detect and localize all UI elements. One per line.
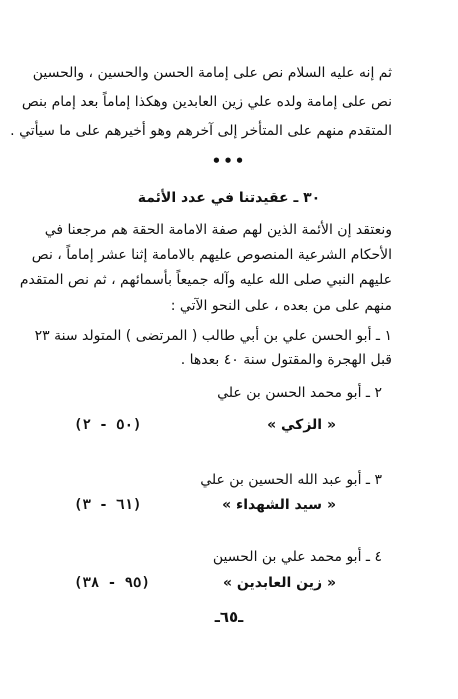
section-heading: ٣٠ ـ عقيدتنا في عدد الأئمة bbox=[137, 190, 321, 206]
imam-years: (٥٠ - ٢) bbox=[74, 417, 142, 433]
intro-line: نص على إمامة ولده علي زين العابدين وهكذا إماماً بعد إمام بنص bbox=[21, 94, 392, 110]
imam-years: (٩٥ - ٣٨) bbox=[74, 575, 150, 591]
imam-title: « سيد الشهداء » bbox=[222, 497, 336, 513]
imam-name: ٢ ـ أبو محمد الحسن بن علي bbox=[217, 385, 382, 401]
imam-title: « الزكي » bbox=[267, 417, 336, 433]
body-line: الأحكام الشرعية المنصوص عليهم بالامامة إثنا عشر إماماً ، نص bbox=[31, 247, 392, 263]
page-number: ـ٦٥ـ bbox=[214, 608, 244, 626]
imam-1-line: ١ ـ أبو الحسن علي بن أبي طالب ( المرتضى ) المتولد سنة ٢٣ bbox=[34, 328, 392, 344]
imam-years: (٦١ - ٣) bbox=[74, 497, 142, 513]
separator: ••• bbox=[211, 152, 247, 170]
imam-name: ٣ ـ أبو عبد الله الحسين بن علي bbox=[200, 472, 382, 488]
imam-name: ٤ ـ أبو محمد علي بن الحسين bbox=[212, 549, 382, 565]
intro-line: المتقدم منهم على المتأخر إلى آخرهم وهو أخيرهم على ما سيأتي . bbox=[10, 123, 392, 139]
body-line: ونعتقد إن الأئمة الذين لهم صفة الامامة الحقة هم مرجعنا في bbox=[44, 222, 392, 238]
imam-1-line: قبل الهجرة والمقتول سنة ٤٠ بعدها . bbox=[180, 352, 392, 368]
body-line: منهم على من بعده ، على النحو الآتي : bbox=[170, 298, 392, 314]
body-line: عليهم النبي صلى الله عليه وآله جميعاً بأسمائهم ، ثم نص المتقدم bbox=[19, 272, 392, 288]
imam-title: « زين العابدين » bbox=[222, 575, 336, 591]
intro-line: ثم إنه عليه السلام نص على إمامة الحسن والحسين ، والحسين bbox=[32, 65, 392, 81]
